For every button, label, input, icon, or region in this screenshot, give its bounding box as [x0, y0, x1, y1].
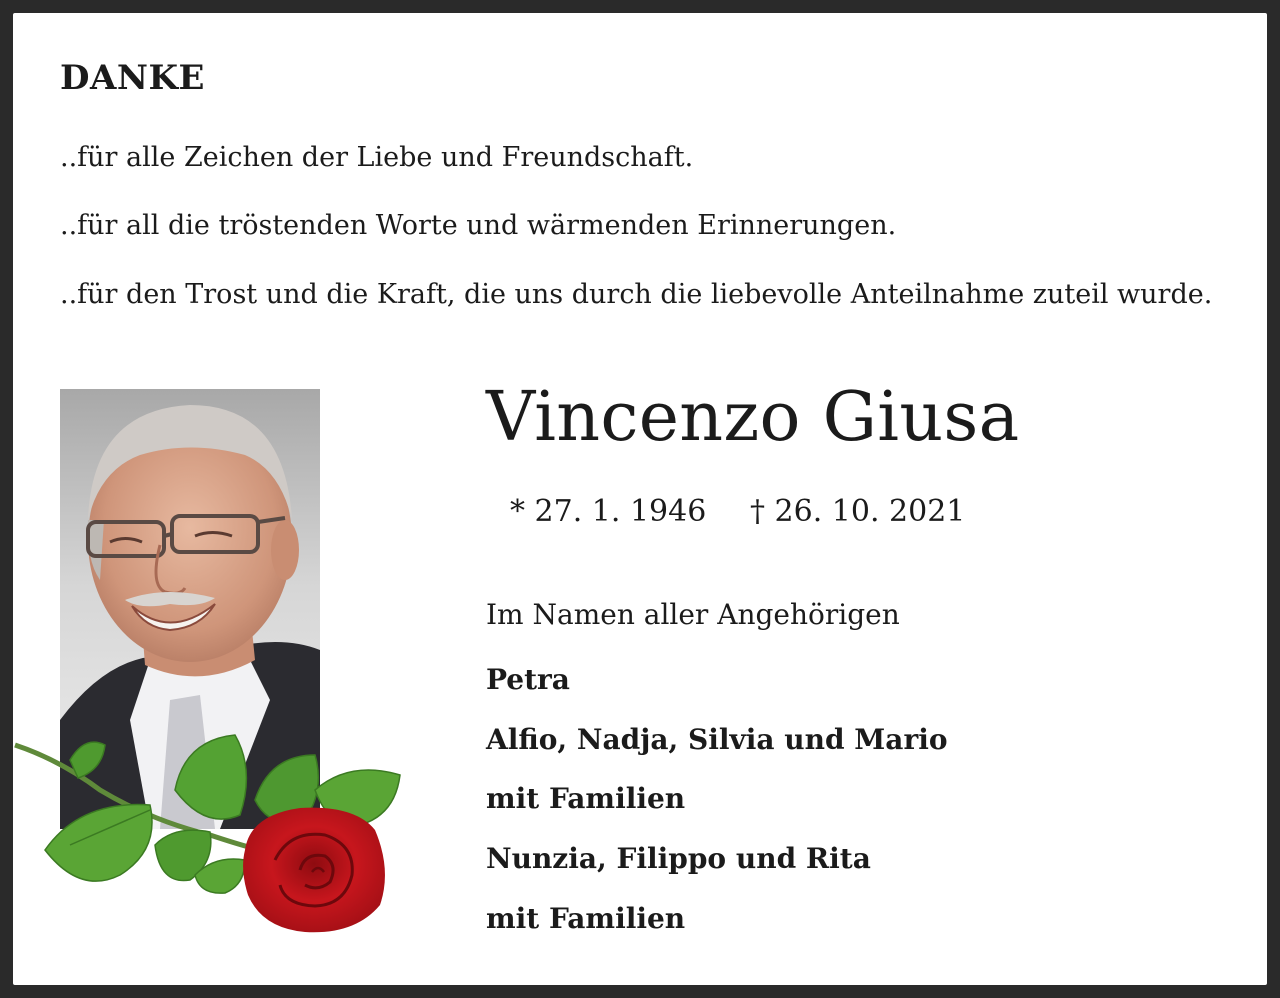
rose-decoration: [15, 735, 400, 932]
thanks-line-2: ..für all die tröstenden Worte und wärmenden Erinnerungen.: [60, 210, 897, 241]
signatory-line: Nunzia, Filippo und Rita: [486, 842, 871, 875]
signatory-line: Petra: [486, 663, 570, 696]
signatory-line: mit Familien: [486, 902, 686, 935]
signatory-line: mit Familien: [486, 782, 686, 815]
death-date: † 26. 10. 2021: [750, 494, 966, 529]
deceased-name: Vincenzo Giusa: [486, 378, 1020, 457]
birth-date: * 27. 1. 1946: [510, 494, 707, 529]
signatory-line: Alfio, Nadja, Silvia und Mario: [486, 723, 948, 756]
thanks-line-3: ..für den Trost und die Kraft, die uns durch die liebevolle Anteilnahme zuteil wurde.: [60, 279, 1213, 310]
portrait-photo: [0, 0, 420, 998]
heading-danke: DANKE: [60, 58, 205, 98]
family-intro: Im Namen aller Angehörigen: [486, 598, 900, 631]
thanks-line-1: ..für alle Zeichen der Liebe und Freundschaft.: [60, 142, 694, 173]
